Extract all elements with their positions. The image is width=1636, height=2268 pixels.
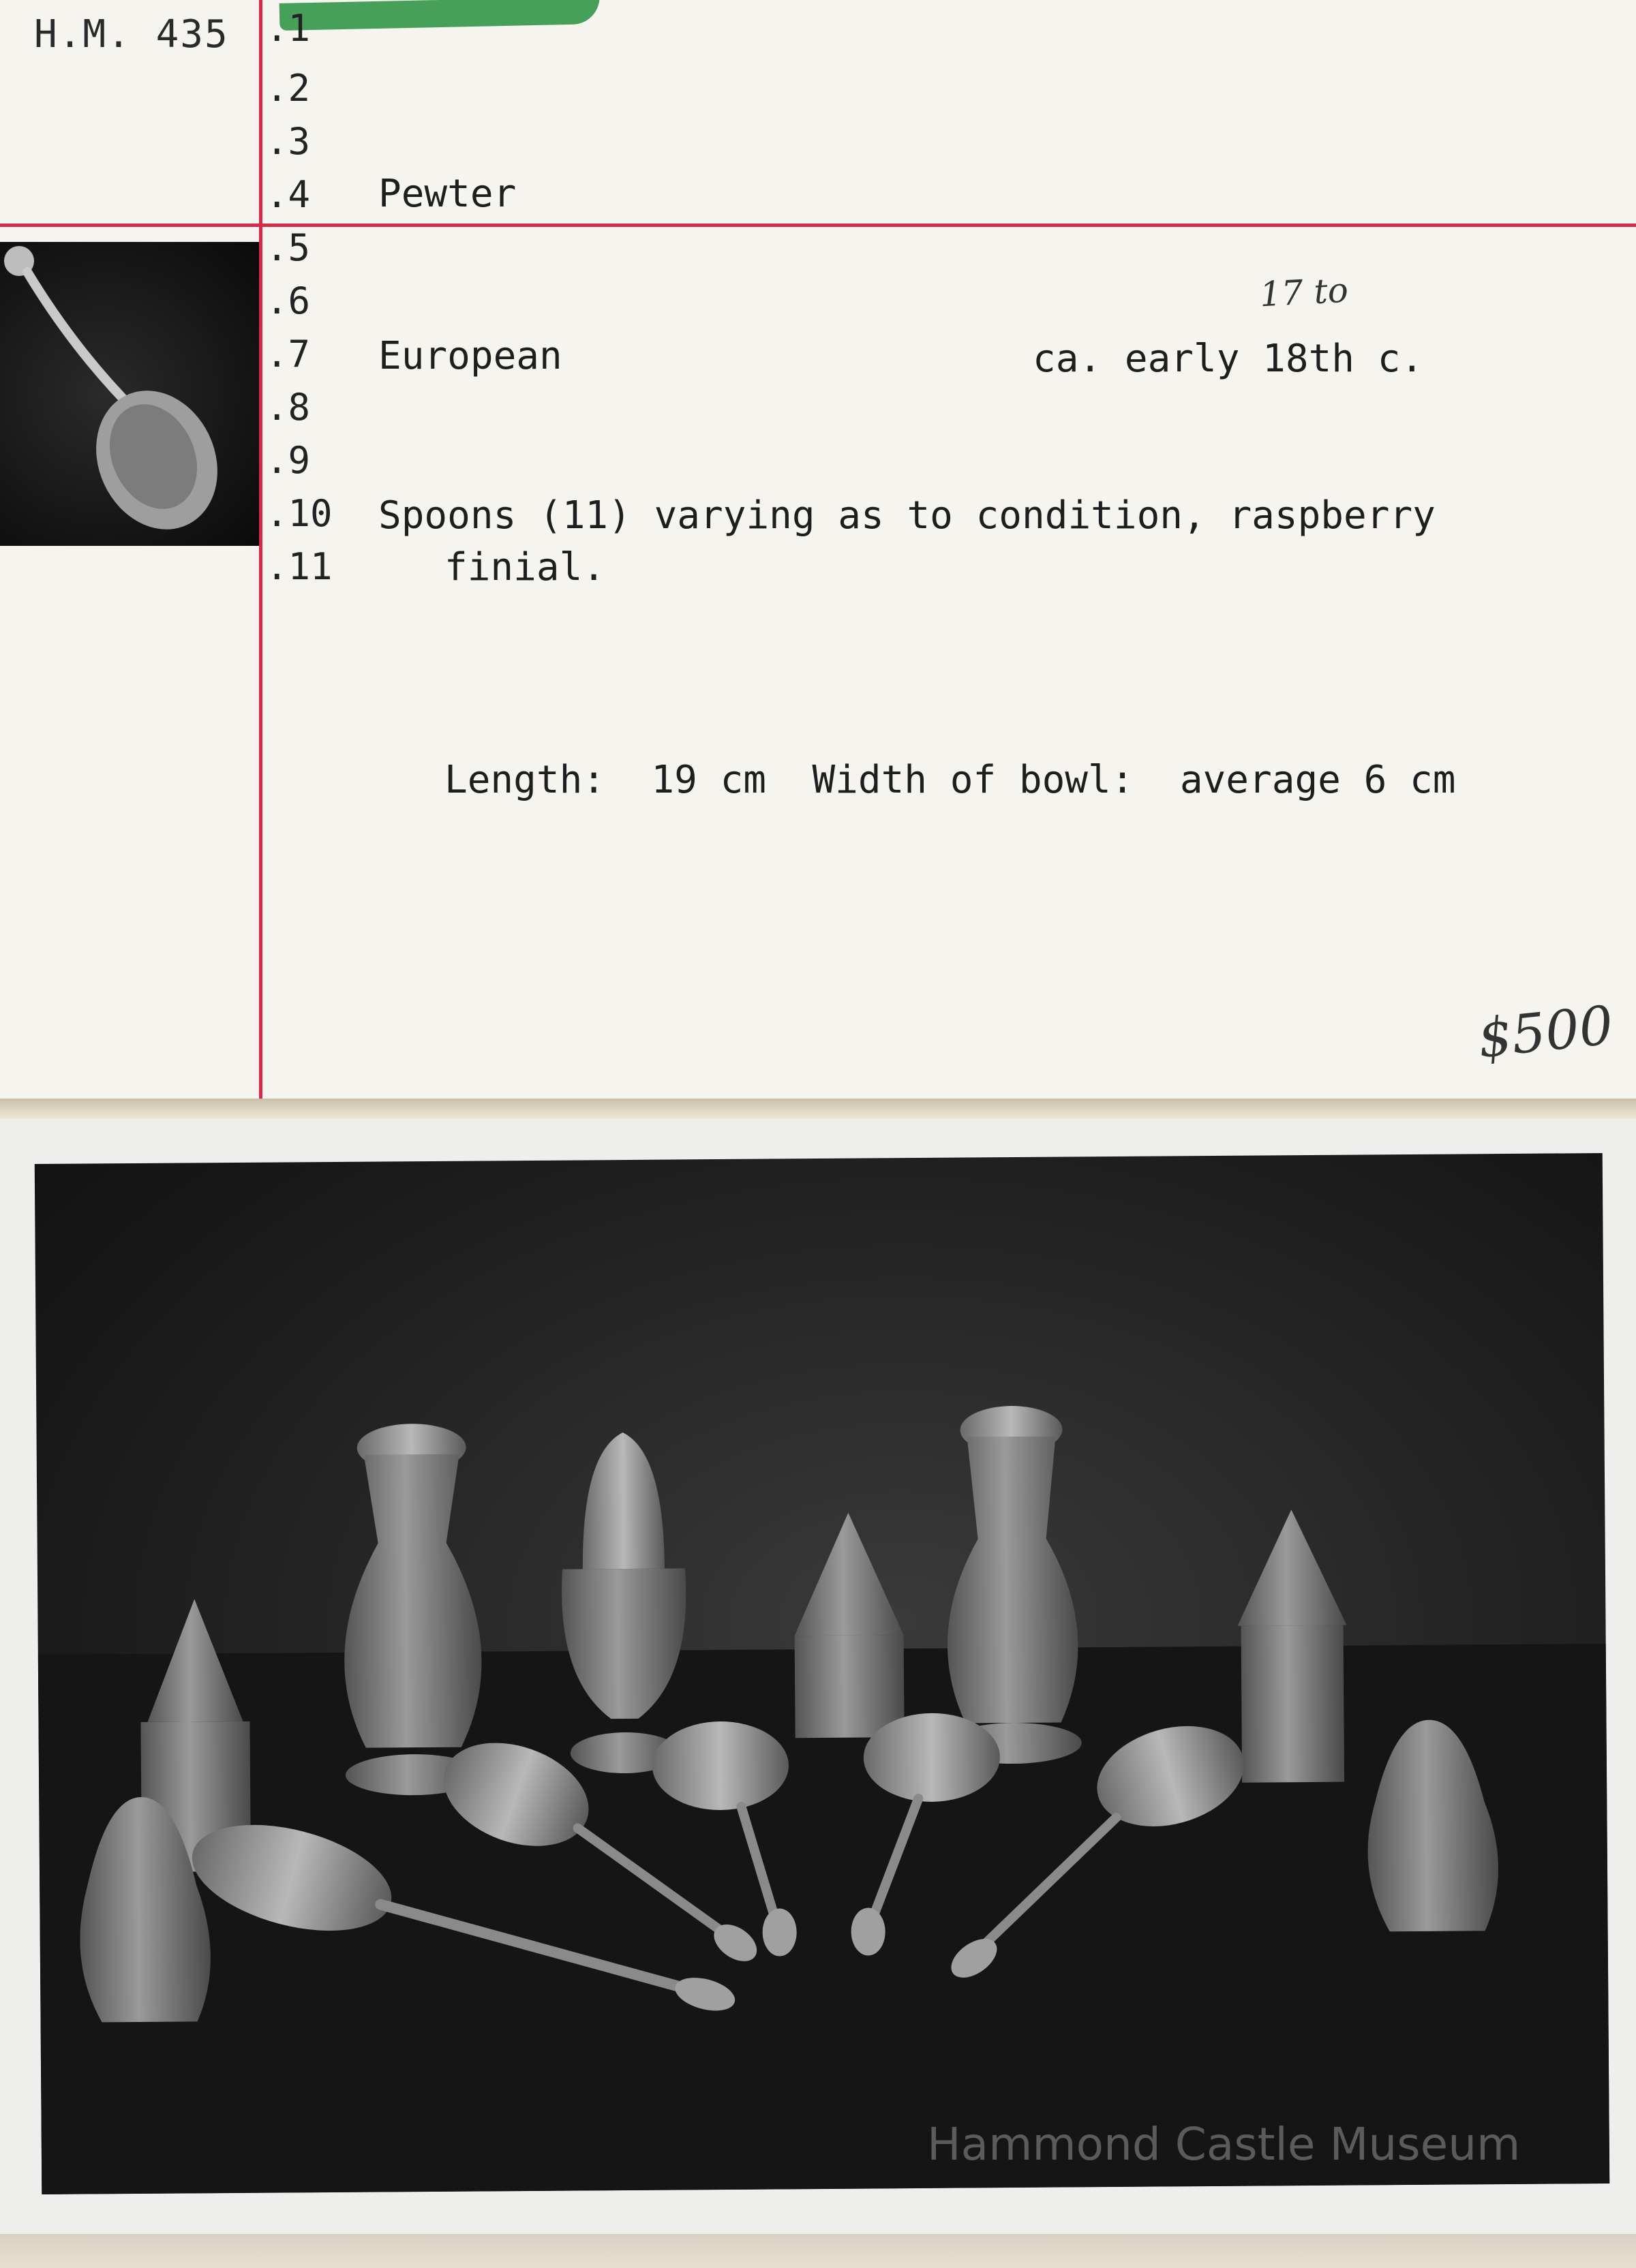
baluster-caster-icon xyxy=(343,1423,483,1795)
pewter-objects-photo xyxy=(35,1153,1609,2194)
vertical-red-rule xyxy=(259,0,262,1099)
green-highlight-mark xyxy=(279,0,601,31)
watermark: Hammond Castle Museum xyxy=(927,2118,1521,2171)
line-number: .4 xyxy=(266,173,311,216)
catalog-card xyxy=(0,0,1636,1099)
accession-number: H.M. 435 xyxy=(34,12,229,57)
line-number: .3 xyxy=(266,120,311,163)
line-number: .10 xyxy=(266,492,333,535)
spoon-icon xyxy=(0,242,259,546)
card-edge xyxy=(0,1099,1636,1119)
line-number: .1 xyxy=(266,7,311,50)
date-text: ca. early 18th c. xyxy=(1033,337,1424,381)
conical-caster-icon xyxy=(1237,1510,1348,1783)
line-number: .6 xyxy=(266,279,311,322)
origin-text: European xyxy=(378,334,562,378)
price-annotation: $500 xyxy=(1474,994,1616,1071)
baluster-caster-icon xyxy=(943,1405,1082,1764)
material-text: Pewter xyxy=(378,172,517,216)
line-number: .7 xyxy=(266,333,311,376)
description-line-1: Spoons (11) varying as to condition, raspberry xyxy=(378,493,1436,538)
line-number: .5 xyxy=(266,226,311,269)
line-number: .8 xyxy=(266,386,311,429)
date-annotation: 17 to xyxy=(1258,270,1350,315)
conical-caster-icon xyxy=(793,1512,904,1738)
spoon-thumbnail-photo xyxy=(0,242,259,546)
line-number: .9 xyxy=(266,439,311,482)
pewter-objects-illustration xyxy=(35,1153,1609,2194)
line-number: .11 xyxy=(266,545,333,588)
horizontal-red-rule xyxy=(0,224,1636,227)
line-number: .2 xyxy=(266,67,311,110)
description-line-2: finial. xyxy=(444,545,606,589)
dimensions-text: Length: 19 cm Width of bowl: average 6 cm xyxy=(444,758,1456,802)
bottom-strip xyxy=(0,2234,1636,2268)
